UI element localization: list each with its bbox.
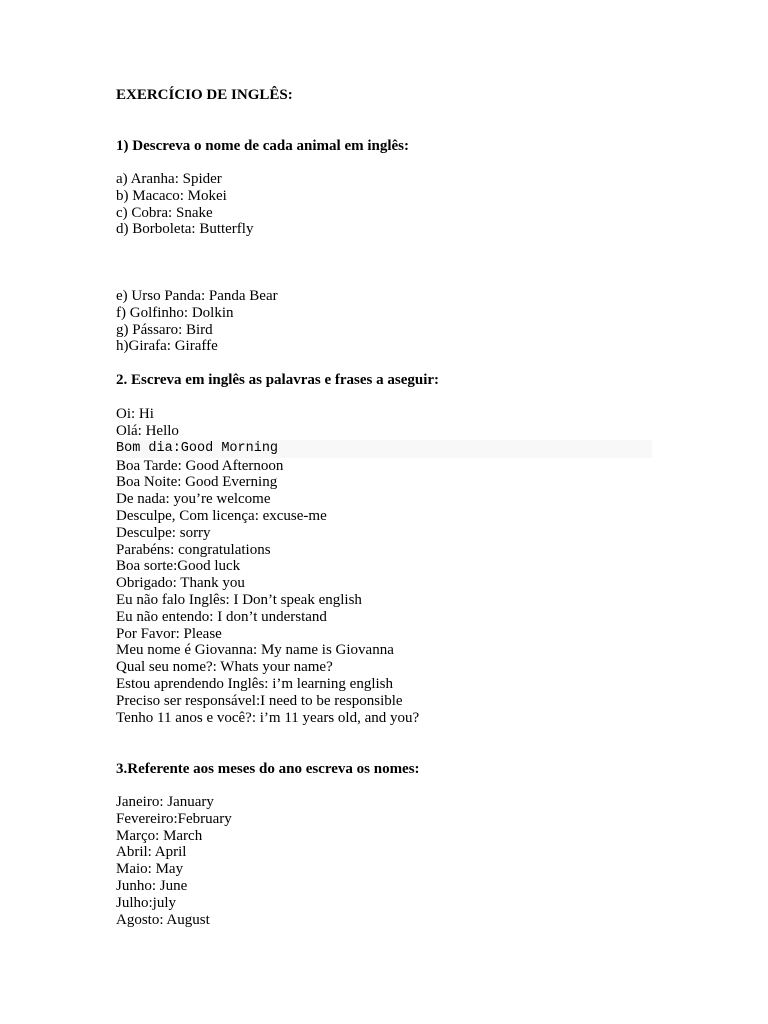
list-item: Fevereiro:February xyxy=(116,810,232,827)
list-item: Obrigado: Thank you xyxy=(116,575,245,592)
list-item: Boa sorte:Good luck xyxy=(116,558,241,575)
list-item: Parabéns: congratulations xyxy=(116,541,271,558)
section2-heading: 2. Escreva em inglês as palavras e frases a aseguir: xyxy=(116,372,440,388)
list-item: Boa Tarde: Good Afternoon xyxy=(116,457,284,474)
list-item: Março: March xyxy=(116,827,203,844)
list-item: c) Cobra: Snake xyxy=(116,204,213,221)
list-item: Oi: Hi xyxy=(116,406,154,422)
section1-heading: 1) Descreva o nome de cada animal em inglês: xyxy=(116,138,410,154)
list-item: g) Pássaro: Bird xyxy=(116,321,213,338)
list-item: Desculpe, Com licença: excuse-me xyxy=(116,507,327,524)
section1-list-b xyxy=(116,288,278,355)
list-item: Por Favor: Please xyxy=(116,625,222,642)
list-item: Agosto: August xyxy=(116,911,210,928)
section1-list-a xyxy=(116,171,253,238)
list-item: De nada: you’re welcome xyxy=(116,491,271,508)
list-item-highlighted: Bom dia:Good Morning xyxy=(116,440,652,458)
list-item: Meu nome é Giovanna: My name is Giovanna xyxy=(116,642,394,659)
list-item: Desculpe: sorry xyxy=(116,524,211,541)
list-item: b) Macaco: Mokei xyxy=(116,187,227,204)
list-item: Estou aprendendo Inglês: i’m learning english xyxy=(116,675,394,692)
section2-list xyxy=(116,406,652,726)
list-item: Boa Noite: Good Everning xyxy=(116,474,278,491)
list-item: Abril: April xyxy=(116,844,187,861)
list-item: Eu não falo Inglês: I Don’t speak english xyxy=(116,591,362,608)
list-item: Tenho 11 anos e você?: i’m 11 years old, and you? xyxy=(116,709,420,726)
list-item: Junho: June xyxy=(116,877,188,894)
list-item: Janeiro: January xyxy=(116,794,214,810)
list-item: e) Urso Panda: Panda Bear xyxy=(116,288,278,304)
list-item: Olá: Hello xyxy=(116,422,179,439)
list-item: h)Girafa: Giraffe xyxy=(116,338,218,355)
list-item: d) Borboleta: Butterfly xyxy=(116,221,254,238)
document-title: EXERCÍCIO DE INGLÊS: xyxy=(116,87,293,103)
list-item: Qual seu nome?: Whats your name? xyxy=(116,659,333,676)
list-item: Eu não entendo: I don’t understand xyxy=(116,608,327,625)
list-item: Julho:july xyxy=(116,894,177,911)
section3-heading: 3.Referente aos meses do ano escreva os nomes: xyxy=(116,761,420,777)
list-item: a) Aranha: Spider xyxy=(116,171,222,187)
list-item: Maio: May xyxy=(116,861,184,878)
section3-list xyxy=(116,794,232,928)
list-item: f) Golfinho: Dolkin xyxy=(116,304,234,321)
list-item: Preciso ser responsável:I need to be responsible xyxy=(116,692,403,709)
